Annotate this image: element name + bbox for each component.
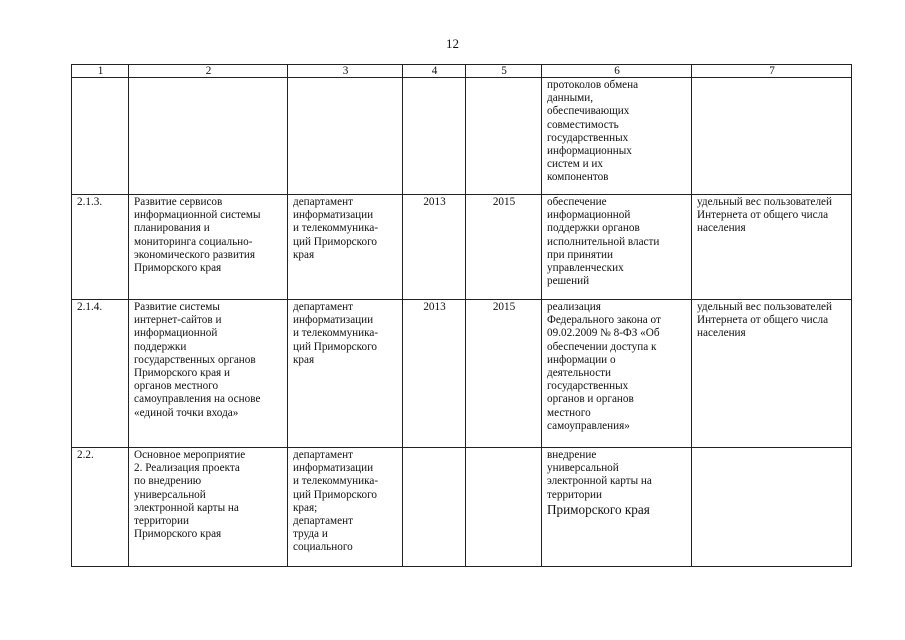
column-header: 1 bbox=[72, 65, 129, 78]
result-cell: протоколов обмена данными, обеспечивающих совместимость государственных информационных систем и их компонентов bbox=[542, 78, 692, 195]
result-cell: обеспечение информационной поддержки органов исполнительной власти при принятии управленческих решений bbox=[542, 195, 692, 300]
result-text-tail: Приморского края bbox=[547, 501, 650, 517]
executor-cell: департамент информатизации и телекоммуника- ций Приморского края; департамент труда и социального bbox=[288, 448, 403, 567]
activity-cell: Развитие системы интернет-сайтов и информационной поддержки государственных органов Приморского края и органов местного самоуправления на основе «единой точки входа» bbox=[129, 300, 288, 448]
indicator-cell bbox=[692, 78, 852, 195]
end-year-cell: 2015 bbox=[466, 195, 542, 300]
end-year-cell bbox=[466, 448, 542, 567]
activity-cell: Основное мероприятие 2. Реализация проекта по внедрению универсальной электронной карты на территории Приморского края bbox=[129, 448, 288, 567]
table-row bbox=[72, 195, 852, 300]
header-row bbox=[72, 65, 852, 78]
start-year-cell bbox=[403, 78, 466, 195]
activity-cell: Развитие сервисов информационной системы планирования и мониторинга социально- экономического развития Приморского края bbox=[129, 195, 288, 300]
column-header: 4 bbox=[403, 65, 466, 78]
start-year-cell: 2013 bbox=[403, 300, 466, 448]
executor-cell: департамент информатизации и телекоммуника- ций Приморского края bbox=[288, 300, 403, 448]
start-year-cell bbox=[403, 448, 466, 567]
plan-table bbox=[71, 64, 852, 567]
column-header: 7 bbox=[692, 65, 852, 78]
column-header: 3 bbox=[288, 65, 403, 78]
column-header: 2 bbox=[129, 65, 288, 78]
row-number: 2.1.4. bbox=[72, 300, 129, 448]
result-text: внедрение универсальной электронной карты на территории bbox=[547, 449, 652, 501]
row-number: 2.2. bbox=[72, 448, 129, 567]
indicator-cell: удельный вес пользователей Интернета от общего числа населения bbox=[692, 300, 852, 448]
table-row bbox=[72, 300, 852, 448]
row-number bbox=[72, 78, 129, 195]
column-header: 6 bbox=[542, 65, 692, 78]
result-cell bbox=[542, 448, 692, 567]
executor-cell bbox=[288, 78, 403, 195]
column-header: 5 bbox=[466, 65, 542, 78]
executor-cell: департамент информатизации и телекоммуника- ций Приморского края bbox=[288, 195, 403, 300]
end-year-cell bbox=[466, 78, 542, 195]
table-row bbox=[72, 78, 852, 195]
indicator-cell bbox=[692, 448, 852, 567]
indicator-cell: удельный вес пользователей Интернета от общего числа населения bbox=[692, 195, 852, 300]
row-number: 2.1.3. bbox=[72, 195, 129, 300]
table-row bbox=[72, 448, 852, 567]
result-cell: реализация Федерального закона от 09.02.2009 № 8-ФЗ «Об обеспечении доступа к информации о деятельности государственных органов и органов местного самоуправления» bbox=[542, 300, 692, 448]
page-number: 12 bbox=[446, 36, 459, 51]
end-year-cell: 2015 bbox=[466, 300, 542, 448]
activity-cell bbox=[129, 78, 288, 195]
start-year-cell: 2013 bbox=[403, 195, 466, 300]
